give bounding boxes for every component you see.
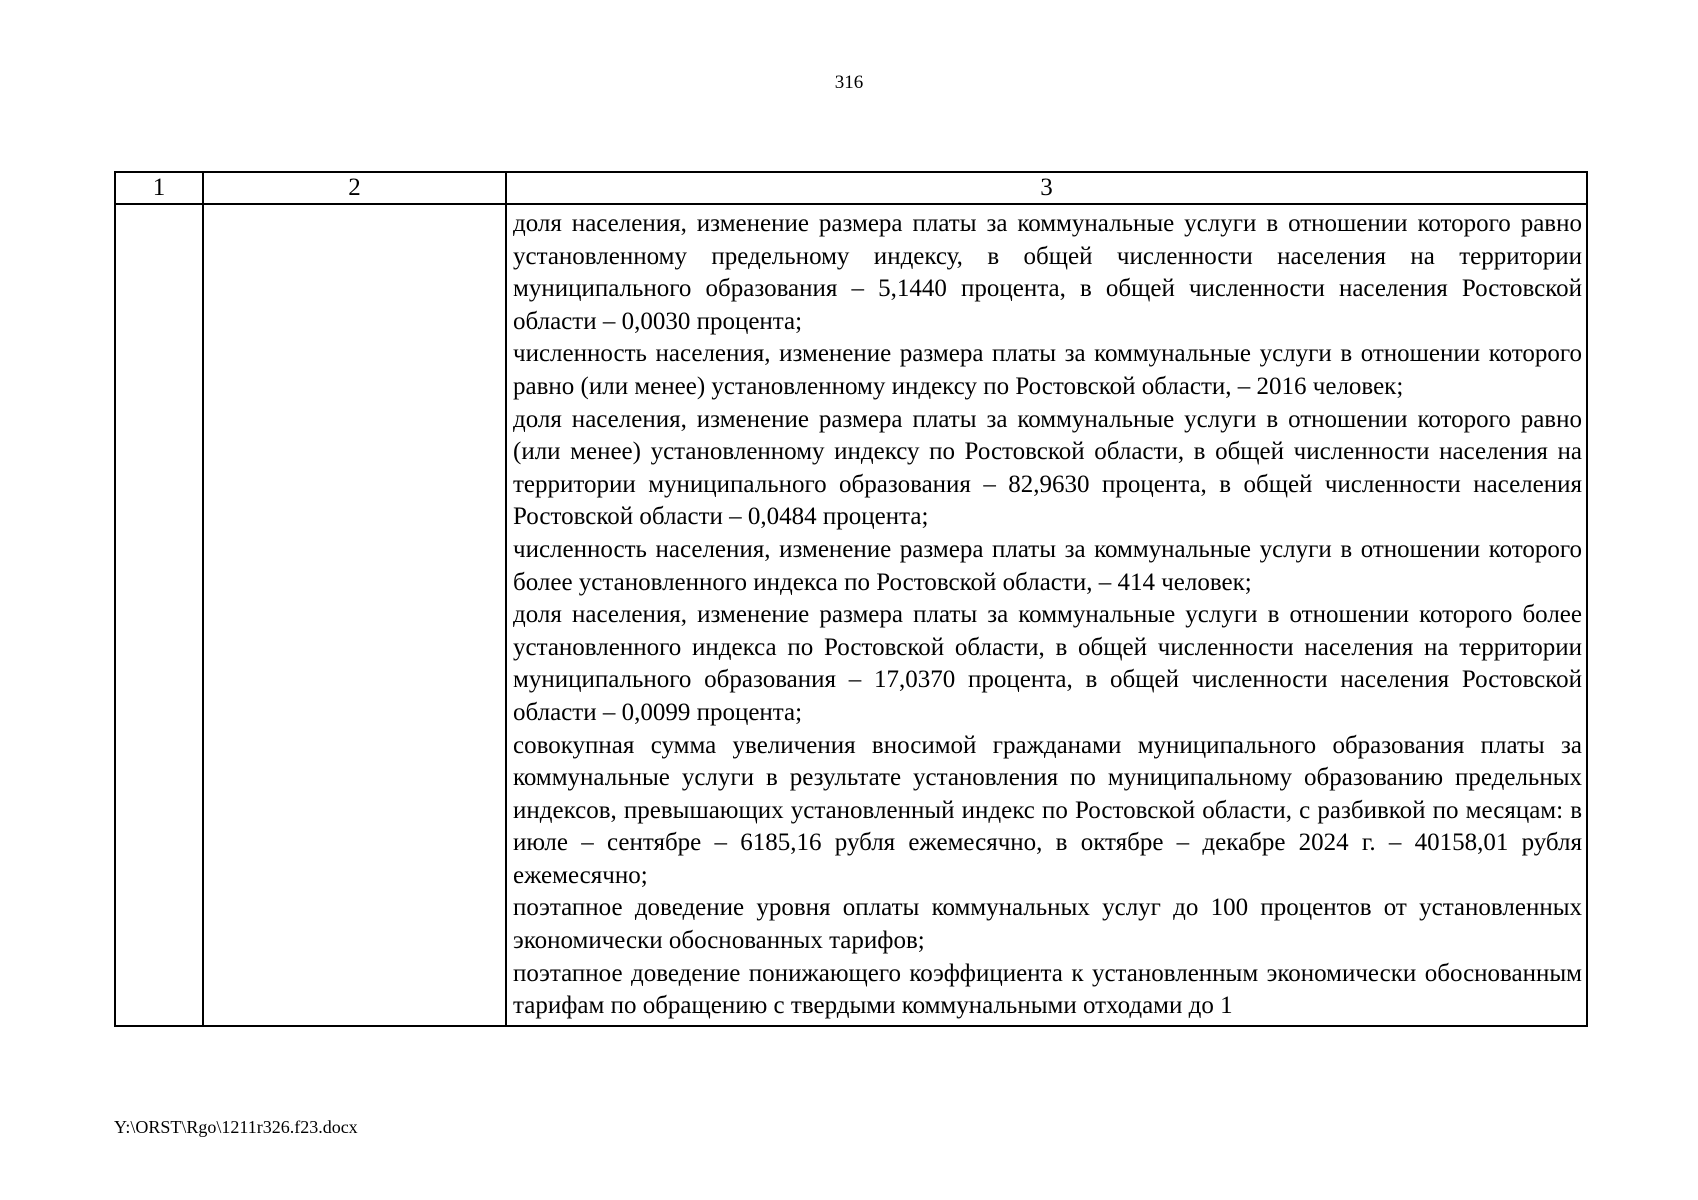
column-header-1: 1 xyxy=(115,172,203,204)
column-header-2: 2 xyxy=(203,172,506,204)
paragraph-share-more: доля населения, изменение размера платы за коммунальные услуги в отношении которого более установленного индекса по Ростовской области, в общей численности населения на территории муниципального образования – 17,0370 процента, в общей численности населения Ростовской области – 0,0099 процента; xyxy=(513,601,1582,726)
column-header-3: 3 xyxy=(506,172,1587,204)
paragraph-total-increase: совокупная сумма увеличения вносимой гражданами муниципального образования платы за коммунальные услуги в результате установления по муниципальному образованию предельных индексов, превышающих установленный индекс по Ростовской области, с разбивкой по месяцам: в июле – сентябре – 6185,16 рубля ежемесячно, в октябре – декабре 2024 г. – 40158,01 рубля ежемесячно; xyxy=(513,731,1582,889)
content-table xyxy=(114,171,1588,1027)
table-header-row xyxy=(115,172,1587,204)
paragraph-stepwise-coefficient: поэтапное доведение понижающего коэффициента к установленным экономически обоснованным тарифам по обращению с твердыми коммунальными отходами до 1 xyxy=(513,959,1582,1020)
paragraph-count-more: численность населения, изменение размера платы за коммунальные услуги в отношении которого более установленного индекса по Ростовской области, – 414 человек; xyxy=(513,535,1582,596)
table-cell-col1 xyxy=(115,204,203,1026)
table-cell-col3 xyxy=(506,204,1587,1026)
file-path-footer: Y:\ORST\Rgo\1211r326.f23.docx xyxy=(114,1117,358,1137)
cell-text-block xyxy=(507,205,1586,1025)
paragraph-share-limit-index: доля населения, изменение размера платы за коммунальные услуги в отношении которого равно установленному предельному индексу, в общей численности населения на территории муниципального образования – 5,1440 процента, в общей численности населения Ростовской области – 0,0030 процента; xyxy=(513,210,1582,335)
paragraph-stepwise-payment: поэтапное доведение уровня оплаты коммунальных услуг до 100 процентов от установленных экономически обоснованных тарифов; xyxy=(513,894,1582,955)
paragraph-count-equal-or-less: численность населения, изменение размера платы за коммунальные услуги в отношении которого равно (или менее) установленному индексу по Ростовской области, – 2016 человек; xyxy=(513,340,1582,400)
paragraph-share-equal-or-less: доля населения, изменение размера платы за коммунальные услуги в отношении которого равно (или менее) установленному индексу по Ростовской области, в общей численности населения на территории муниципального образования – 82,9630 процента, в общей численности населения Ростовской области – 0,0484 процента; xyxy=(513,405,1582,531)
table-cell-col2 xyxy=(203,204,506,1026)
table-row xyxy=(115,204,1587,1026)
page-number: 316 xyxy=(834,72,864,93)
